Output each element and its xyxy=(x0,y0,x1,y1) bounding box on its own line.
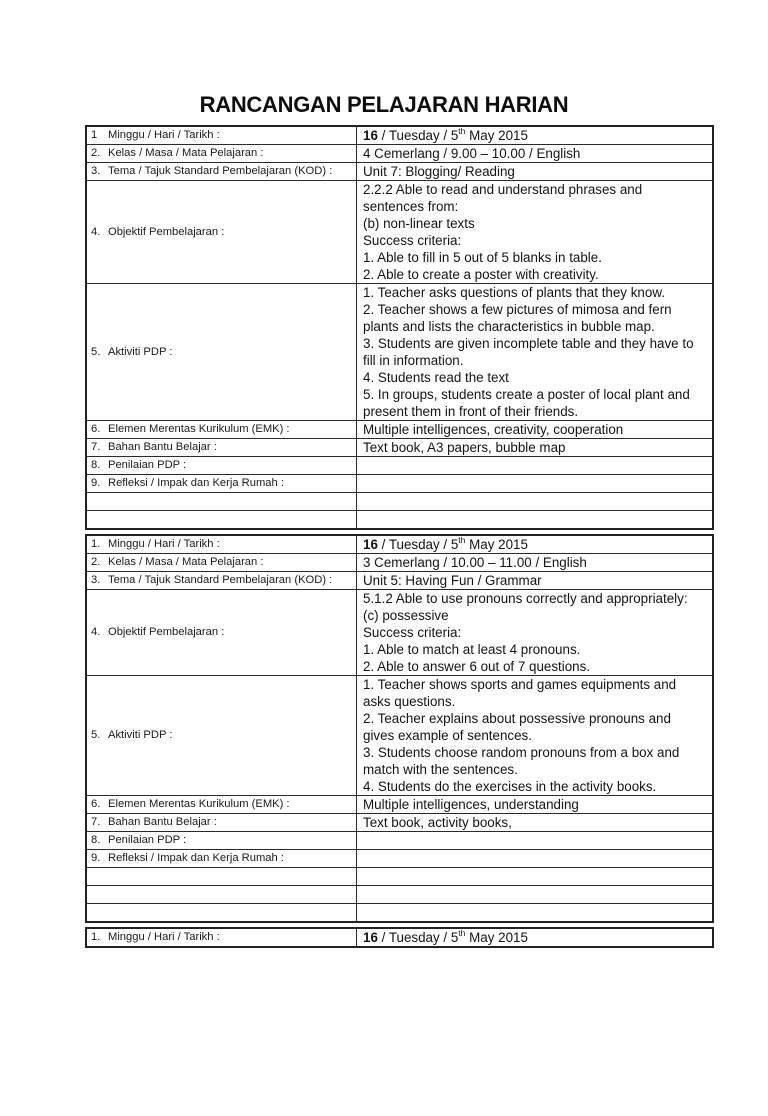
lesson-plan-3 xyxy=(85,927,714,948)
value-line: match with the sentences. xyxy=(363,762,518,777)
table-row xyxy=(87,492,712,510)
row-label-cell xyxy=(87,493,357,510)
table-row xyxy=(87,795,712,813)
row-label: Objektif Pembelajaran : xyxy=(108,626,225,638)
value-line: Success criteria: xyxy=(363,625,462,640)
row-value: Unit 7: Blogging/ Reading xyxy=(363,164,515,179)
table-row xyxy=(87,474,712,492)
value-line: 1. Teacher asks questions of plants that they know. xyxy=(363,285,665,300)
value-line: 2. Able to create a poster with creativity. xyxy=(363,267,599,282)
row-number: 5. xyxy=(91,345,101,358)
row-value xyxy=(357,590,712,675)
row-value xyxy=(357,475,712,492)
row-label-cell xyxy=(87,284,357,420)
row-label: Tema / Tajuk Standard Pembelajaran (KOD) : xyxy=(108,165,333,177)
value-line: 1. Able to match at least 4 pronouns. xyxy=(363,642,581,657)
row-value xyxy=(357,868,712,885)
table-row xyxy=(87,885,712,903)
row-label: Minggu / Hari / Tarikh : xyxy=(108,538,220,550)
row-number: 7. xyxy=(91,441,101,453)
table-row xyxy=(87,813,712,831)
row-value xyxy=(357,493,712,510)
date-superscript: th xyxy=(458,534,466,545)
row-label: Elemen Merentas Kurikulum (EMK) : xyxy=(108,798,290,810)
row-label: Penilaian PDP : xyxy=(108,834,187,846)
row-label: Aktiviti PDP : xyxy=(108,345,173,358)
row-label: Aktiviti PDP : xyxy=(108,729,173,741)
row-label-cell xyxy=(87,511,357,528)
row-label-cell xyxy=(87,676,357,795)
row-label: Bahan Bantu Belajar : xyxy=(108,816,217,828)
row-number: 4. xyxy=(91,225,101,238)
row-label: Refleksi / Impak dan Kerja Rumah : xyxy=(108,852,284,864)
row-label-cell xyxy=(87,127,357,144)
row-value xyxy=(357,511,712,528)
value-line: 2. Teacher explains about possessive pronouns and xyxy=(363,711,671,726)
row-label: Kelas / Masa / Mata Pelajaran : xyxy=(108,556,264,568)
row-number: 9. xyxy=(91,852,101,864)
row-label-cell xyxy=(87,536,357,553)
lesson-plan-1 xyxy=(85,125,714,530)
row-label-cell xyxy=(87,796,357,813)
row-number: 9. xyxy=(91,477,101,489)
row-label-cell xyxy=(87,590,357,675)
row-label: Refleksi / Impak dan Kerja Rumah : xyxy=(108,477,284,489)
row-value xyxy=(357,676,712,795)
value-line: 2. Teacher shows a few pictures of mimosa and fern xyxy=(363,302,672,317)
value-line: 5.1.2 Able to use pronouns correctly and appropriately: xyxy=(363,591,688,606)
value-fragment: May 2015 xyxy=(465,537,528,552)
row-label-cell xyxy=(87,554,357,571)
row-value xyxy=(357,457,712,474)
value-line: 3. Students are given incomplete table and they have to xyxy=(363,336,694,351)
document-page xyxy=(0,92,768,948)
row-number: 4. xyxy=(91,626,101,638)
value-line: 4. Students read the text xyxy=(363,370,509,385)
table-row xyxy=(87,867,712,885)
value-line: 4. Students do the exercises in the activity books. xyxy=(363,779,657,794)
value-line: 3. Students choose random pronouns from a box and xyxy=(363,745,680,760)
row-number: 8. xyxy=(91,834,101,846)
table-row xyxy=(87,589,712,675)
row-value: 4 Cemerlang / 9.00 – 10.00 / English xyxy=(363,146,581,161)
row-number: 7. xyxy=(91,816,101,828)
value-line: Success criteria: xyxy=(363,233,462,248)
value-line: fill in information. xyxy=(363,353,464,368)
row-label: Elemen Merentas Kurikulum (EMK) : xyxy=(108,423,290,435)
row-value xyxy=(357,284,712,420)
row-label-cell xyxy=(87,163,357,180)
table-row xyxy=(87,675,712,795)
row-label-cell xyxy=(87,904,357,921)
row-value xyxy=(357,181,712,283)
value-line: 5. In groups, students create a poster of local plant and xyxy=(363,387,690,402)
row-label-cell xyxy=(87,929,357,946)
value-fragment: May 2015 xyxy=(465,128,528,143)
table-row xyxy=(87,903,712,921)
value-line: (c) possessive xyxy=(363,608,449,623)
page-title: RANCANGAN PELAJARAN HARIAN xyxy=(199,92,569,117)
row-label: Tema / Tajuk Standard Pembelajaran (KOD) : xyxy=(108,574,333,586)
table-row xyxy=(87,127,712,144)
table-row xyxy=(87,849,712,867)
row-value: Unit 5: Having Fun / Grammar xyxy=(363,573,542,588)
table-row xyxy=(87,420,712,438)
row-label-cell xyxy=(87,572,357,589)
table-row xyxy=(87,510,712,528)
row-number: 2. xyxy=(91,147,101,159)
value-fragment: / Tuesday / 5 xyxy=(377,128,459,143)
row-value xyxy=(357,904,712,921)
table-row xyxy=(87,831,712,849)
value-line: sentences from: xyxy=(363,199,459,214)
table-row xyxy=(87,180,712,283)
row-value: Text book, activity books, xyxy=(363,815,512,830)
row-label: Objektif Pembelajaran : xyxy=(108,225,225,238)
value-line: plants and lists the characteristics in bubble map. xyxy=(363,319,655,334)
value-line: 1. Able to fill in 5 out of 5 blanks in table. xyxy=(363,250,602,265)
row-label: Kelas / Masa / Mata Pelajaran : xyxy=(108,147,264,159)
row-value: Multiple intelligences, creativity, cooperation xyxy=(363,422,624,437)
row-value: 3 Cemerlang / 10.00 – 11.00 / English xyxy=(363,555,587,570)
table-row xyxy=(87,553,712,571)
row-value xyxy=(357,832,712,849)
value-fragment: 16 xyxy=(363,128,378,143)
value-line: present them in front of their friends. xyxy=(363,404,579,419)
table-row xyxy=(87,929,712,946)
value-fragment: / Tuesday / 5 xyxy=(377,930,459,945)
row-number: 3. xyxy=(91,165,101,177)
row-value: Text book, A3 papers, bubble map xyxy=(363,440,566,455)
row-label-cell xyxy=(87,439,357,456)
row-value xyxy=(357,127,712,144)
value-fragment: 16 xyxy=(363,930,378,945)
row-label-cell xyxy=(87,145,357,162)
row-label-cell xyxy=(87,886,357,903)
row-label-cell xyxy=(87,457,357,474)
value-fragment: May 2015 xyxy=(465,930,528,945)
value-line: gives example of sentences. xyxy=(363,728,532,743)
table-row xyxy=(87,536,712,553)
table-row xyxy=(87,162,712,180)
row-value xyxy=(357,536,712,553)
row-label-cell xyxy=(87,850,357,867)
row-label-cell xyxy=(87,475,357,492)
row-value xyxy=(357,850,712,867)
row-label: Bahan Bantu Belajar : xyxy=(108,441,217,453)
table-row xyxy=(87,283,712,420)
row-number: 1. xyxy=(91,538,101,550)
value-fragment: 16 xyxy=(363,537,378,552)
row-number: 2. xyxy=(91,556,101,568)
row-number: 1 xyxy=(91,129,98,141)
table-row xyxy=(87,144,712,162)
row-number: 6. xyxy=(91,798,101,810)
row-label: Penilaian PDP : xyxy=(108,459,187,471)
row-number: 5. xyxy=(91,729,101,741)
row-label-cell xyxy=(87,421,357,438)
lesson-plan-2 xyxy=(85,534,714,923)
row-value: Multiple intelligences, understanding xyxy=(363,797,579,812)
tables xyxy=(85,125,714,948)
row-number: 1. xyxy=(91,931,101,943)
row-number: 3. xyxy=(91,574,101,586)
table-row xyxy=(87,456,712,474)
value-line: (b) non-linear texts xyxy=(363,216,475,231)
table-row xyxy=(87,571,712,589)
value-line: 2. Able to answer 6 out of 7 questions. xyxy=(363,659,591,674)
value-line: 1. Teacher shows sports and games equipments and xyxy=(363,677,677,692)
row-value xyxy=(357,886,712,903)
row-label-cell xyxy=(87,832,357,849)
date-superscript: th xyxy=(458,125,466,136)
row-label: Minggu / Hari / Tarikh : xyxy=(108,129,220,141)
row-value xyxy=(357,929,712,946)
row-label-cell xyxy=(87,814,357,831)
row-label-cell xyxy=(87,181,357,283)
value-line: asks questions. xyxy=(363,694,456,709)
table-row xyxy=(87,438,712,456)
row-label: Minggu / Hari / Tarikh : xyxy=(108,931,220,943)
value-fragment: / Tuesday / 5 xyxy=(377,537,459,552)
row-number: 6. xyxy=(91,423,101,435)
row-number: 8. xyxy=(91,459,101,471)
date-superscript: th xyxy=(458,927,466,938)
row-label-cell xyxy=(87,868,357,885)
value-line: 2.2.2 Able to read and understand phrases and xyxy=(363,182,643,197)
